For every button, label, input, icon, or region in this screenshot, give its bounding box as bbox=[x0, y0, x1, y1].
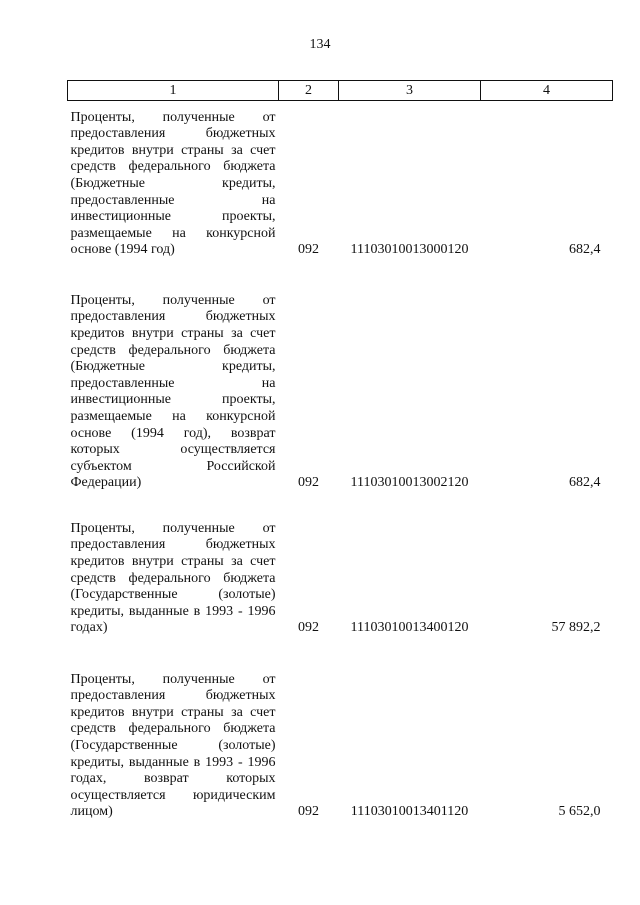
budget-revenue-table bbox=[67, 80, 613, 821]
row-amount: 5 652,0 bbox=[558, 804, 601, 820]
row-description: Проценты, полученные от предоставления бюджетных кредитов внутри страны за счет средств федерального бюджета (Бюджетные кредиты, предоставленные на инвестиционные проекты, размещаемые на конкурсной основе (1994 год) bbox=[70, 109, 276, 258]
row-description: Проценты, полученные от предоставления бюджетных кредитов внутри страны за счет средств федерального бюджета (Государственные (золотые) кредиты, выданные в 1993 - 1996 годах) bbox=[70, 520, 276, 636]
header-col-3: 3 bbox=[339, 81, 481, 101]
page-number: 134 bbox=[309, 37, 331, 52]
row-description: Проценты, полученные от предоставления бюджетных кредитов внутри страны за счет средств федерального бюджета (Государственные (золотые) кредиты, выданные в 1993 - 1996 годах, возврат которых осуществляется юридическим лицом) bbox=[70, 671, 276, 820]
row-amount: 682,4 bbox=[569, 475, 601, 491]
table-row bbox=[68, 492, 613, 637]
table-row bbox=[68, 637, 613, 821]
header-row bbox=[68, 81, 613, 101]
row-amount: 57 892,2 bbox=[551, 620, 601, 636]
row-kbk-code: 11103010013401120 bbox=[350, 804, 469, 820]
row-kbk-code: 11103010013000120 bbox=[350, 242, 469, 258]
row-admin-code: 092 bbox=[298, 804, 319, 820]
row-amount: 682,4 bbox=[569, 242, 601, 258]
row-admin-code: 092 bbox=[298, 242, 319, 258]
header-col-4: 4 bbox=[481, 81, 613, 101]
row-kbk-code: 11103010013400120 bbox=[350, 620, 469, 636]
row-description: Проценты, полученные от предоставления бюджетных кредитов внутри страны за счет средств федерального бюджета (Бюджетные кредиты, предоставленные на инвестиционные проекты, размещаемые на конкурсной основе (1994 год), возврат которых осуществляется субъектом Российской Федерации) bbox=[70, 292, 276, 491]
table-row bbox=[68, 101, 613, 260]
row-admin-code: 092 bbox=[298, 475, 319, 491]
header-col-1: 1 bbox=[68, 81, 279, 101]
table-header bbox=[68, 81, 613, 101]
header-col-2: 2 bbox=[279, 81, 339, 101]
row-admin-code: 092 bbox=[298, 620, 319, 636]
table-row bbox=[68, 259, 613, 492]
row-kbk-code: 11103010013002120 bbox=[350, 475, 469, 491]
table-body bbox=[68, 101, 613, 822]
